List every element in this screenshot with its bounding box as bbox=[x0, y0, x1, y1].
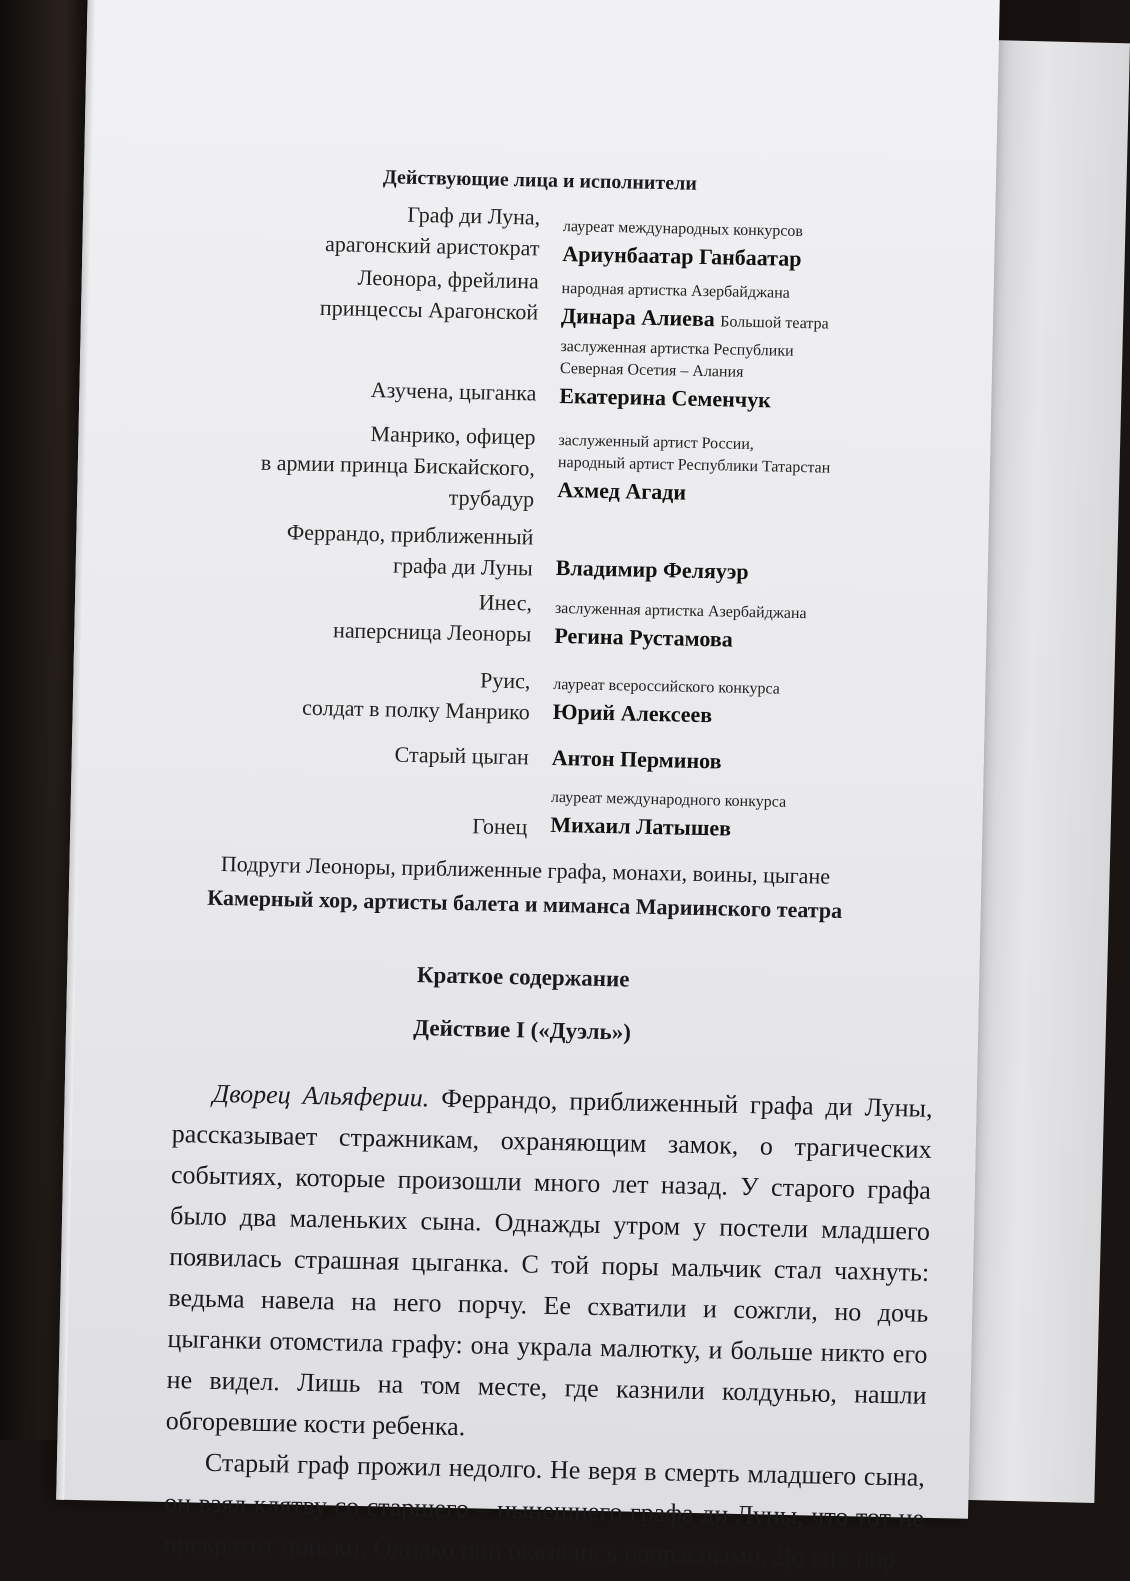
performer-name: Юрий Алексеев bbox=[552, 698, 713, 728]
role-line: принцессы Арагонской bbox=[319, 294, 539, 325]
role-line: наперсница Леоноры bbox=[332, 617, 532, 647]
role-line: Феррандо, приближенный bbox=[286, 519, 534, 550]
performer-note: Большой театра bbox=[720, 313, 829, 333]
role-line: в армии принца Бискайского, bbox=[260, 449, 536, 481]
performer-name: Владимир Феляуэр bbox=[555, 554, 749, 584]
performer-title: народный артист Республики Татарстан bbox=[557, 453, 831, 477]
performer-title: лауреат международных конкурсов bbox=[562, 218, 804, 241]
cast-role bbox=[286, 516, 534, 583]
performer-title: лауреат международного конкурса bbox=[550, 788, 787, 811]
role-line: солдат в полку Манрико bbox=[301, 694, 531, 725]
chorus-roles: Подруги Леоноры, приближенные графа, монахи, воины, цыгане bbox=[220, 850, 831, 889]
program-page bbox=[56, 0, 1000, 1574]
role-line: трубадур bbox=[448, 484, 535, 512]
summary-paragraph bbox=[165, 1072, 933, 1457]
performer-name: Регина Рустамова bbox=[554, 622, 733, 652]
cast-performer bbox=[559, 336, 794, 416]
chorus-performers: Камерный хор, артисты балета и миманса Мариинского театра bbox=[207, 884, 843, 923]
cast-performer bbox=[552, 674, 780, 732]
role-line: Леонора, фрейлина bbox=[357, 264, 540, 294]
performer-title: лауреат всероссийского конкурса bbox=[553, 675, 781, 698]
cast-role bbox=[472, 810, 528, 842]
cast-role bbox=[325, 197, 541, 263]
cast-performer bbox=[551, 742, 721, 777]
performer-name: Ариунбаатар Ганбаатар bbox=[562, 240, 802, 272]
cast-role bbox=[394, 739, 529, 773]
performer-title: Северная Осетия – Алания bbox=[559, 359, 744, 381]
role-line: Манрико, офицер bbox=[370, 421, 536, 450]
summary-paragraph bbox=[163, 1441, 925, 1580]
performer-name: Антон Перминов bbox=[551, 744, 722, 774]
act-heading: Действие I («Дуэль») bbox=[413, 1015, 632, 1045]
role-line: Азучена, цыганка bbox=[370, 377, 537, 406]
performer-title: народная артистка Азербайджана bbox=[561, 279, 791, 302]
cast-performer bbox=[557, 430, 831, 511]
performer-name: Екатерина Семенчук bbox=[559, 382, 772, 413]
cast-heading: Действующие лица и исполнители bbox=[382, 166, 698, 195]
scene-location: Дворец Альяферии. bbox=[212, 1078, 430, 1113]
cast-role bbox=[302, 661, 531, 728]
cast-performer bbox=[562, 216, 803, 274]
role-line: Гонец bbox=[472, 813, 528, 840]
role-line: Старый цыган bbox=[394, 741, 530, 770]
performer-title: заслуженная артистка Республики bbox=[560, 337, 794, 360]
performer-name: Ахмед Агади bbox=[557, 476, 687, 505]
cast-performer bbox=[550, 787, 786, 845]
summary-text bbox=[163, 1072, 933, 1580]
cast-performer bbox=[555, 552, 748, 587]
cast-role bbox=[370, 374, 536, 408]
performer-name-text: Динара Алиева bbox=[560, 302, 716, 332]
performer-title: заслуженная артистка Азербайджана bbox=[554, 599, 807, 623]
cast-performer bbox=[554, 598, 807, 656]
paragraph-text: Феррандо, приближенный графа ди Луны, рассказывает стражникам, охраняющим замок, о трагических событиях, которые произошли много лет назад. У старого графа было два маленьких сына. Однажды утром у постели младшего появилась страшная цыганка. С той поры мальчик стал чахнуть: ведьма навела на него порчу. Ее схватили и сожгли, но дочь цыганки отомстила графу: она украла малютку, и больше никто его не видел. Лишь на том месте, где казнили колдунью, нашли обгоревшие кости ребенка. bbox=[165, 1083, 933, 1442]
role-line: Руис, bbox=[479, 667, 531, 694]
role-line: Граф ди Луна, bbox=[407, 201, 541, 230]
cast-role bbox=[320, 261, 539, 328]
role-line: графа ди Луны bbox=[392, 552, 534, 581]
performer-name bbox=[561, 300, 829, 340]
cast-performer bbox=[561, 278, 830, 340]
cast-list bbox=[69, 0, 1000, 899]
cast-role bbox=[333, 583, 532, 649]
performer-name: Михаил Латышев bbox=[550, 811, 732, 841]
performer-title: заслуженный артист России, bbox=[558, 431, 755, 454]
paragraph-text: Старый граф прожил недолго. Не веря в смерть младшего сына, он взял клятву со старшего – нынешнего графа ди Луны, что тот не прекратит поиски. Однако они оказались напрасными. До сих пор bbox=[162, 1447, 926, 1574]
cast-role bbox=[260, 416, 536, 515]
role-line: Инес, bbox=[478, 589, 533, 616]
summary-heading: Краткое содержание bbox=[416, 962, 630, 992]
role-line: арагонский аристократ bbox=[324, 231, 540, 261]
